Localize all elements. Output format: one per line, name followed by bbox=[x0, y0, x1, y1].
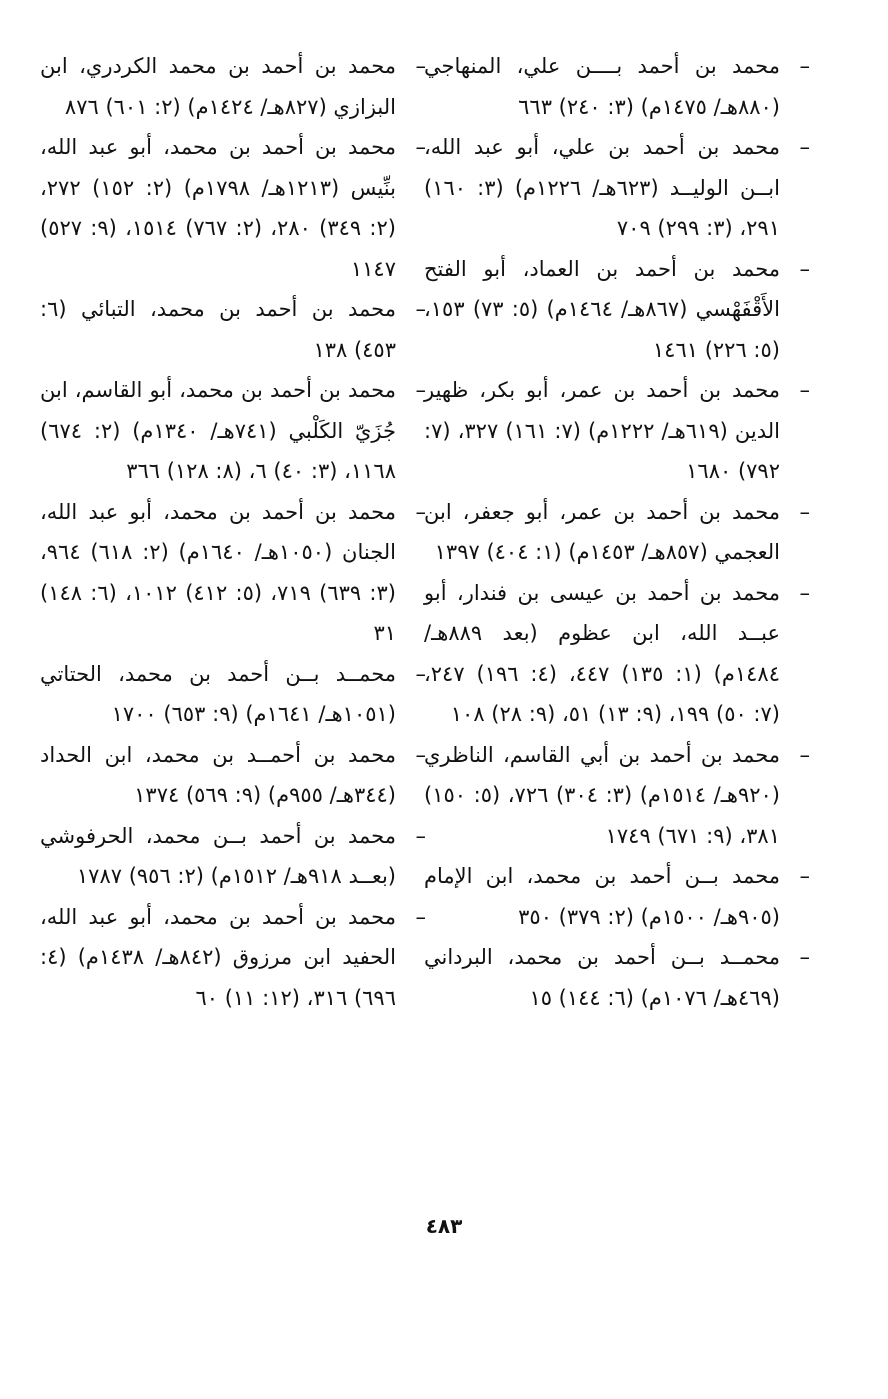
index-entry bbox=[424, 492, 810, 573]
entry-text: محمــد بــن أحمد بن محمد، الحتاتي (١٠٥١هـ/ ١٦٤١م) (٩: ٦٥٣) ١٧٠٠ bbox=[40, 661, 396, 726]
right-column bbox=[424, 46, 810, 1018]
entry-text: محمد بن أحمد بن محمد، أبو عبد الله، الجنان (١٠٥٠هـ/ ١٦٤٠م) (٢: ٦١٨) ٩٦٤، (٣: ٦٣٩) ٧١٩، (٥: ٤١٢) ١٠١٢، (٦: ١٤٨) ٣١ bbox=[40, 499, 396, 645]
index-entry bbox=[424, 249, 810, 371]
entry-dash: – bbox=[415, 661, 426, 686]
page-number: ٤٨٣ bbox=[425, 1214, 463, 1238]
entry-dash: – bbox=[415, 823, 426, 848]
entry-text: محمد بن أحمد بن محمد، أبو عبد الله، بنِّيس (١٢١٣هـ/ ١٧٩٨م) (٢: ١٥٢) ٢٧٢، (٢: ٣٤٩) ٢٨٠، (٢: ٧٦٧) ١٥١٤، (٩: ٥٢٧) ١١٤٧ bbox=[40, 135, 396, 281]
entry-text: محمد بن أحمد بن عيسى بن فندار، أبو عبــد الله، ابن عظوم (بعد ٨٨٩هـ/ ١٤٨٤م) (١: ١٣٥) ٤٤٧، (٤: ١٩٦) ٢٤٧، (٧: ٥٠) ١٩٩، (٩: ١٣) ٥١، (٩: ٢٨) ١٠٨ bbox=[424, 580, 780, 726]
index-entry bbox=[424, 573, 810, 735]
entry-text: محمد بن أحمد بن عمر، أبو جعفر، ابن العجمي (٨٥٧هـ/ ١٤٥٣م) (١: ٤٠٤) ١٣٩٧ bbox=[424, 499, 780, 564]
entry-text: محمد بن أحمد بن العماد، أبو الفتح الأَقْفَهْسي (٨٦٧هـ/ ١٤٦٤م) (٥: ٧٣) ١٥٣، (٥: ٢٢٦) ١٤٦١ bbox=[424, 256, 780, 362]
index-entry bbox=[424, 46, 810, 127]
entry-dash: – bbox=[799, 499, 810, 524]
entry-text: محمد بن أحمد بن أبي القاسم، الناظري (٩٢٠هـ/ ١٥١٤م) (٣: ٣٠٤) ٧٢٦، (٥: ١٥٠) ٣٨١، (٩: ٦٧١) ١٧٤٩ bbox=[424, 742, 780, 848]
entry-dash: – bbox=[799, 256, 810, 281]
index-entry bbox=[40, 492, 426, 654]
entry-dash: – bbox=[799, 864, 810, 888]
entry-dash: – bbox=[799, 742, 810, 767]
index-entry bbox=[40, 897, 426, 1019]
entry-dash: – bbox=[799, 945, 810, 969]
entry-dash: – bbox=[799, 135, 810, 159]
index-entry bbox=[40, 816, 426, 897]
entry-text: محمد بن أحمد بن عمر، أبو بكر، ظهير الدين (٦١٩هـ/ ١٢٢٢م) (٧: ١٦١) ٣٢٧، (٧: ٧٩٢) ١٦٨٠ bbox=[424, 378, 780, 483]
index-entry bbox=[40, 46, 426, 127]
entry-text: محمد بن أحمد بن محمد، التبائي (٦: ٤٥٣) ١٣٨ bbox=[40, 297, 396, 362]
index-entry bbox=[40, 735, 426, 816]
entry-text: محمــد بــن أحمد بن محمد، البرداني (٤٦٩هـ/ ١٠٧٦م) (٦: ١٤٤) ١٥ bbox=[424, 945, 780, 1010]
index-entry bbox=[424, 937, 810, 1018]
entry-text: محمد بن أحمد بن علي، أبو عبد الله، ابــن الوليــد (٦٢٣هـ/ ١٢٢٦م) (٣: ١٦٠) ٢٩١، (٣: ٢٩٩) ٧٠٩ bbox=[424, 135, 780, 240]
entry-text: محمد بن أحمد بن محمد، أبو عبد الله، الحفيد ابن مرزوق (٨٤٢هـ/ ١٤٣٨م) (٤: ٦٩٦) ٣١٦، (١٢: ١١) ٦٠ bbox=[40, 904, 396, 1010]
entry-dash: – bbox=[415, 742, 426, 767]
entry-dash: – bbox=[415, 378, 426, 402]
entry-text: محمد بن أحمد بــــن علي، المنهاجي (٨٨٠هـ/ ١٤٧٥م) (٣: ٢٤٠) ٦٦٣ bbox=[424, 54, 780, 119]
index-entry bbox=[40, 370, 426, 492]
index-entry bbox=[424, 856, 810, 937]
entry-dash: – bbox=[415, 297, 426, 321]
entry-text: محمد بن أحمد بن محمد، أبو القاسم، ابن جُزَيّ الكَلْبي (٧٤١هـ/ ١٣٤٠م) (٢: ٦٧٤) ١١٦٨، (٣: ٤٠) ٦، (٨: ١٢٨) ٣٦٦ bbox=[40, 378, 396, 483]
entry-dash: – bbox=[415, 135, 426, 159]
left-column bbox=[40, 46, 426, 1018]
index-entry bbox=[424, 127, 810, 249]
entry-dash: – bbox=[415, 904, 426, 929]
index-entry bbox=[424, 735, 810, 857]
index-entry bbox=[424, 370, 810, 492]
entry-dash: – bbox=[799, 580, 810, 605]
entry-dash: – bbox=[415, 54, 426, 78]
entry-text: محمد بن أحمد بــن محمد، الحرفوشي (بعــد ٩١٨هـ/ ١٥١٢م) (٢: ٩٥٦) ١٧٨٧ bbox=[40, 823, 396, 888]
index-entry bbox=[40, 654, 426, 735]
entry-dash: – bbox=[799, 54, 810, 78]
entry-text: محمد بن أحمــد بن محمد، ابن الحداد (٣٤٤هـ/ ٩٥٥م) (٩: ٥٦٩) ١٣٧٤ bbox=[40, 742, 396, 807]
entry-text: محمد بن أحمد بن محمد الكردري، ابن البزازي (٨٢٧هـ/ ١٤٢٤م) (٢: ٦٠١) ٨٧٦ bbox=[40, 54, 396, 119]
entry-text: محمد بــن أحمد بن محمد، ابن الإمام (٩٠٥هـ/ ١٥٠٠م) (٢: ٣٧٩) ٣٥٠ bbox=[424, 864, 780, 929]
index-entry bbox=[40, 127, 426, 289]
index-entry bbox=[40, 289, 426, 370]
entry-dash: – bbox=[799, 378, 810, 402]
entry-dash: – bbox=[415, 499, 426, 524]
